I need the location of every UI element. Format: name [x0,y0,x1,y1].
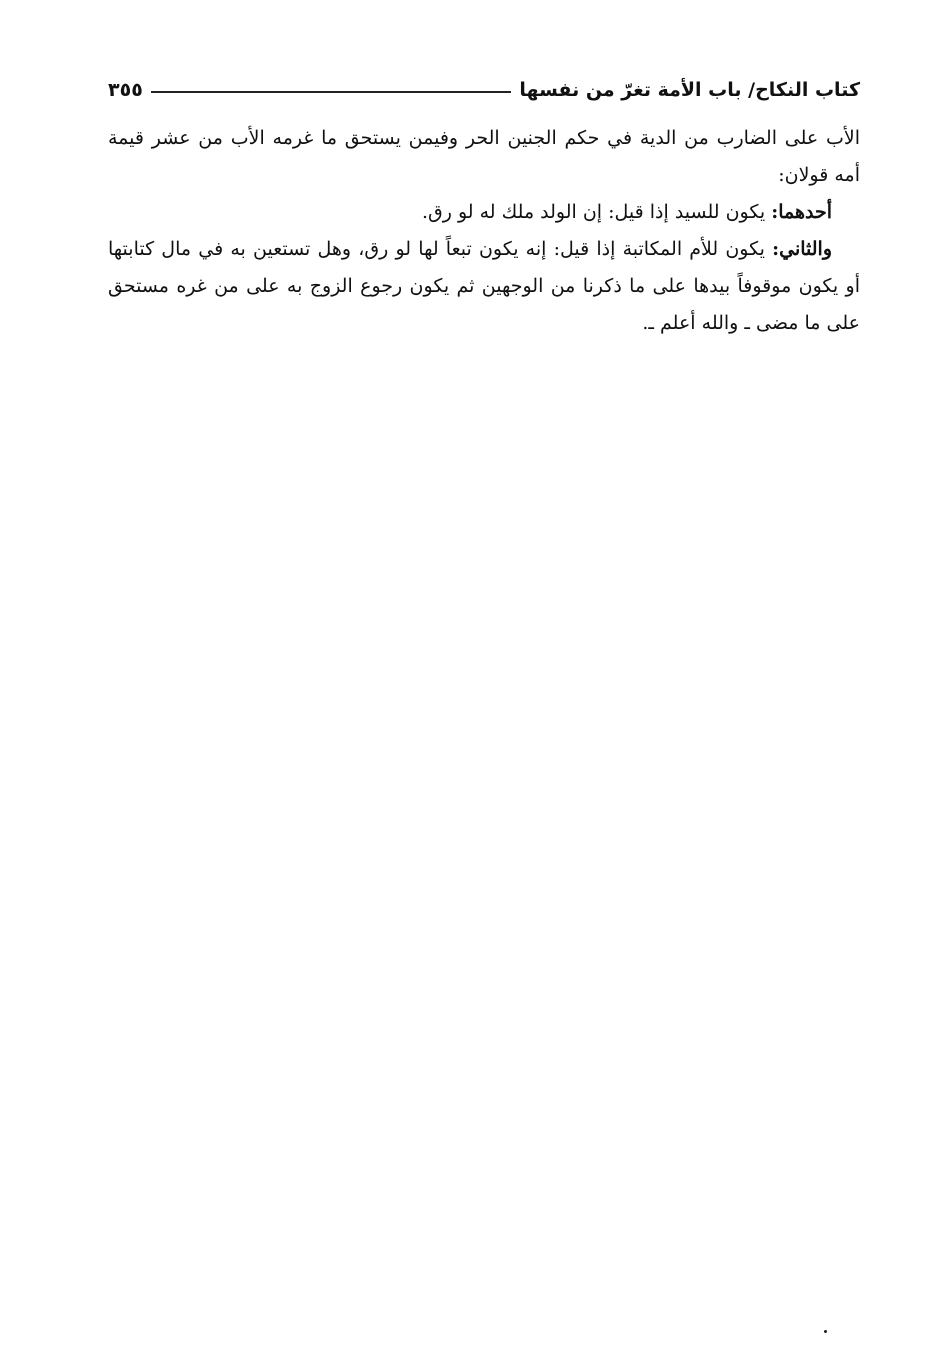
running-header [108,72,860,108]
body-text [108,120,860,342]
paragraph-3 [108,231,860,342]
scan-speck [824,1330,827,1333]
paragraph-2-lead: أحدهما: [771,201,832,223]
header-rule [151,91,512,93]
paragraph-3-lead: والثاني: [772,238,832,260]
paragraph-2-text: يكون للسيد إذا قيل: إن الولد ملك له لو رق. [421,201,772,223]
header-title: كتاب النكاح/ باب الأمة تغرّ من نفسها [519,79,860,101]
paragraph-3-text: يكون للأم المكاتبة إذا قيل: إنه يكون تبعاً لها لو رق، وهل تستعين به في مال كتابتها أو يكون موقوفاً بيدها على ما ذكرنا من الوجهين ثم يكون رجوع الزوج به على من غره مستحق على ما مضى ـ والله أعلم ـ. [108,238,860,334]
paragraph-2 [108,194,860,231]
paragraph-1-text: الأب على الضارب من الدية في حكم الجنين الحر وفيمن يستحق ما غرمه الأب من عشر قيمة أمه قولان: [108,127,860,186]
paragraph-1 [108,120,860,194]
page-number: ٣٥٥ [108,79,143,101]
